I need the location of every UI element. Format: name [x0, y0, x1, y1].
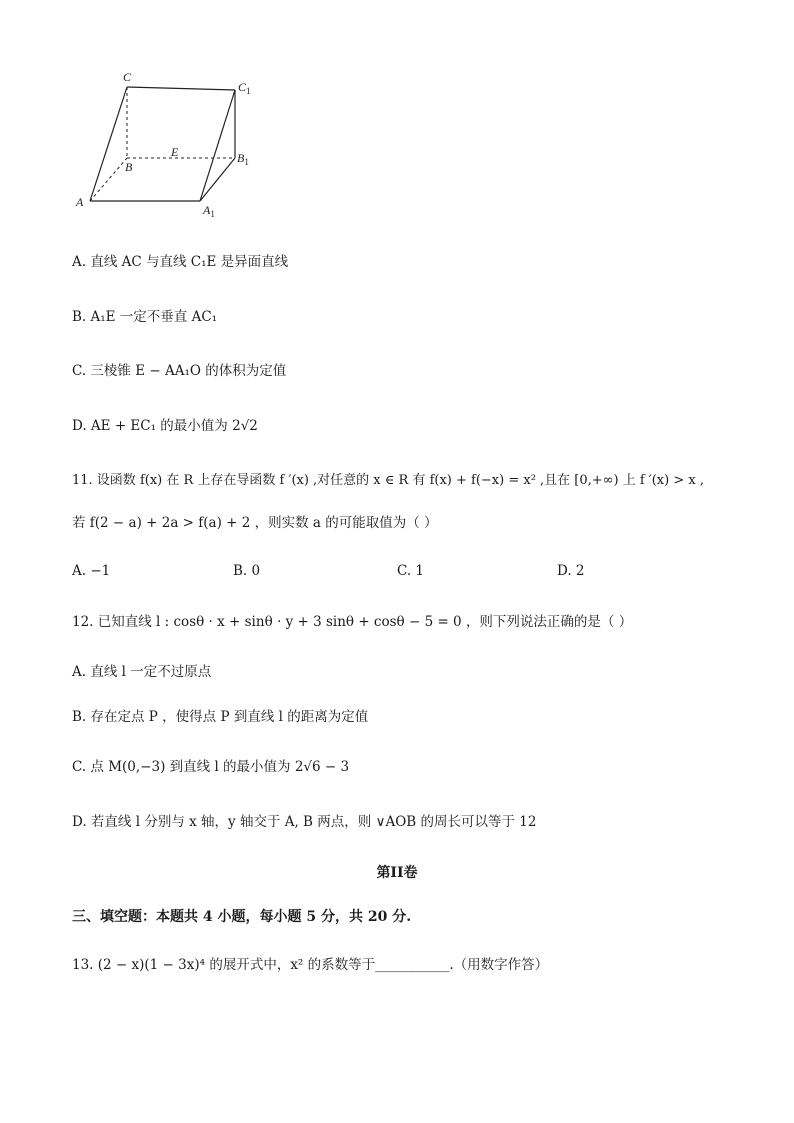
part3-heading: 三、填空题：本题共 4 小题，每小题 5 分，共 20 分.	[72, 909, 412, 925]
label-E: E	[171, 145, 179, 159]
q11-option-a: A. −1	[72, 563, 111, 579]
q11-stem-line2: 若 f(2 − a) + 2a > f(a) + 2 ，则实数 a 的可能取值为（ ）	[72, 515, 438, 531]
label-B: B	[125, 160, 133, 174]
label-C: C	[123, 70, 132, 84]
edge-C-C1	[127, 87, 235, 90]
q12-option-b: B. 存在定点 P ，使得点 P 到直线 l 的距离为定值	[72, 709, 369, 725]
edge-A1-B1	[200, 158, 235, 201]
q11-option-b: B. 0	[233, 563, 261, 579]
label-B1: $B_1$	[237, 151, 249, 167]
edge-A-C	[90, 87, 127, 201]
edge-C1-A1	[200, 90, 235, 201]
q10-option-c: C. 三棱锥 E − AA₁O 的体积为定值	[72, 363, 287, 379]
q11-option-d: D. 2	[557, 563, 585, 579]
q12-option-a: A. 直线 l 一定不过原点	[72, 664, 212, 680]
q12-option-d: D. 若直线 l 分别与 x 轴，y 轴交于 A, B 两点，则 ∨AOB 的周长可以等于 12	[72, 814, 537, 830]
q11-option-c: C. 1	[397, 563, 425, 579]
q13-stem: 13. (2 − x)(1 − 3x)⁴ 的展开式中，x² 的系数等于___________.（用数字作答）	[72, 957, 549, 973]
q12-option-c: C. 点 M(0,−3) 到直线 l 的最小值为 2√6 − 3	[72, 759, 350, 775]
q10-option-a: A. 直线 AC 与直线 C₁E 是异面直线	[72, 254, 289, 270]
prism-figure	[0, 0, 794, 230]
q11-stem-line1: 11. 设函数 f(x) 在 R 上存在导函数 f ′(x) ,对任意的 x ∈ R 有 f(x) + f(−x) = x² ,且在 [0,+∞) 上 f ′(x) > x ,	[72, 473, 704, 488]
edge-A-B	[90, 158, 127, 201]
label-C1: $C_1$	[238, 80, 251, 96]
q12-stem: 12. 已知直线 l : cosθ · x + sinθ · y + 3 sinθ + cosθ − 5 = 0 ，则下列说法正确的是（ ）	[72, 614, 633, 630]
label-A1: $A_1$	[203, 203, 215, 219]
label-A: A	[76, 195, 84, 209]
section-title: 第II卷	[376, 865, 418, 881]
q10-option-b: B. A₁E 一定不垂直 AC₁	[72, 309, 218, 325]
q10-option-d: D. AE + EC₁ 的最小值为 2√2	[72, 418, 258, 434]
prism-solid-edges	[90, 87, 235, 201]
